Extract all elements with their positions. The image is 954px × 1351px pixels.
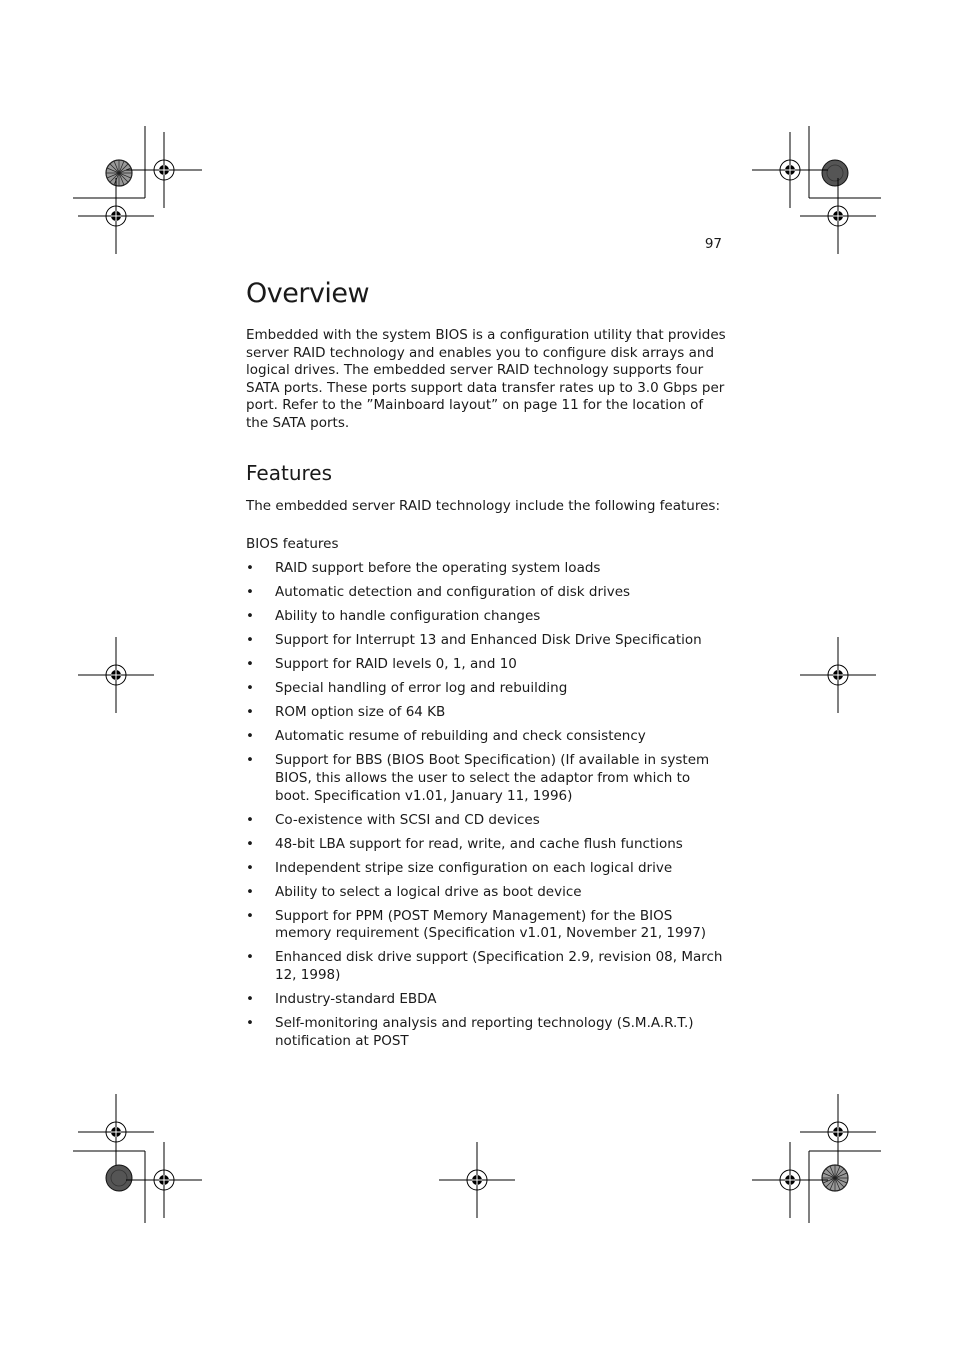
list-item	[246, 608, 726, 626]
list-item	[246, 836, 726, 854]
dark-disc-mark-bottom-left	[106, 1165, 132, 1191]
list-item	[246, 680, 726, 698]
registration-mark-bottom-right-a	[800, 1094, 876, 1170]
bullet: •	[246, 584, 254, 601]
bullet: •	[246, 835, 254, 852]
list-item	[246, 884, 726, 902]
list-item-text: ROM option size of 64 KB	[275, 704, 446, 721]
bullet: •	[246, 608, 254, 625]
registration-mark-bottom-left-a	[78, 1094, 154, 1170]
registration-mark-mid-left	[78, 637, 154, 713]
list-item-text: 48-bit LBA support for read, write, and cache flush functions	[275, 835, 683, 852]
list-item-text: Self-monitoring analysis and reporting technology (S.M.A.R.T.) notification at POST	[275, 1015, 694, 1049]
bullet: •	[246, 907, 254, 924]
bullet: •	[246, 883, 254, 900]
list-item-text: Enhanced disk drive support (Specification 2.9, revision 08, March 12, 1998)	[275, 949, 723, 984]
intro-paragraph: Embedded with the system BIOS is a configuration utility that provides server RAID technology and enables you to configure disk arrays and logical drives. The embedded server RAID technology supports four SATA ports. These ports support data transfer rates up to 3.0 Gbps per port. Refer to the ”Mainboard layout” on page 11 for the location of the SATA ports.	[246, 327, 726, 431]
list-item-text: Automatic resume of rebuilding and check consistency	[275, 728, 646, 745]
list-item	[246, 752, 726, 805]
list-item-text: Independent stripe size configuration on each logical drive	[275, 859, 673, 876]
registration-mark-bottom-right-b	[752, 1142, 828, 1218]
list-item-text: Automatic detection and configuration of disk drives	[275, 584, 631, 601]
list-item-text: Support for RAID levels 0, 1, and 10	[275, 656, 517, 673]
starburst-mark-bottom-right	[822, 1165, 848, 1191]
list-item-text: Special handling of error log and rebuilding	[275, 680, 568, 697]
list-item-text: RAID support before the operating system loads	[275, 560, 601, 577]
list-item	[246, 812, 726, 830]
registration-mark-bottom-left-b	[126, 1142, 202, 1218]
list-item-text: Support for Interrupt 13 and Enhanced Disk Drive Specification	[275, 632, 702, 649]
registration-mark-bottom-center	[439, 1142, 515, 1218]
starburst-mark-top-left	[106, 160, 132, 186]
registration-mark-top-right-a	[752, 132, 828, 208]
list-item-text: Support for PPM (POST Memory Management) for the BIOS memory requirement (Specification v1.01, November 21, 1997)	[275, 907, 707, 942]
bullet: •	[246, 949, 254, 966]
bios-features-list	[246, 560, 726, 1051]
bullet: •	[246, 859, 254, 876]
list-item-text: Co-existence with SCSI and CD devices	[275, 811, 540, 828]
bullet: •	[246, 656, 254, 673]
bullet: •	[246, 1015, 254, 1032]
list-item	[246, 908, 726, 944]
bullet: •	[246, 752, 254, 769]
registration-mark-top-left-a	[126, 132, 202, 208]
registration-mark-top-right-b	[800, 178, 876, 254]
features-intro: The embedded server RAID technology include the following features:	[246, 497, 721, 514]
list-item	[246, 632, 726, 650]
bios-features-heading: BIOS features	[246, 536, 339, 553]
page-number: 97	[704, 236, 722, 252]
list-item	[246, 1015, 726, 1051]
bullet: •	[246, 704, 254, 721]
features-heading: Features	[246, 460, 332, 485]
bullet: •	[246, 632, 254, 649]
bullet: •	[246, 680, 254, 697]
list-item	[246, 704, 726, 722]
dark-disc-mark-top-right	[822, 160, 848, 186]
list-item	[246, 656, 726, 674]
bullet: •	[246, 728, 254, 745]
list-item	[246, 728, 726, 746]
bullet: •	[246, 991, 254, 1008]
list-item	[246, 860, 726, 878]
bullet: •	[246, 811, 254, 828]
list-item	[246, 949, 726, 985]
page-content	[246, 276, 726, 1057]
list-item-text: Support for BBS (BIOS Boot Specification) (If available in system BIOS, this allows the user to select the adaptor from which to boot. Specification v1.01, January 11, 1996)	[275, 752, 710, 804]
registration-mark-mid-right	[800, 637, 876, 713]
list-item-text: Ability to select a logical drive as boot device	[275, 883, 582, 900]
list-item	[246, 991, 726, 1009]
list-item	[246, 560, 726, 578]
registration-mark-top-left-b	[78, 178, 154, 254]
page-title: Overview	[246, 278, 370, 309]
list-item-text: Industry-standard EBDA	[275, 991, 437, 1008]
bullet: •	[246, 560, 254, 577]
list-item	[246, 584, 726, 602]
list-item-text: Ability to handle configuration changes	[275, 608, 541, 625]
